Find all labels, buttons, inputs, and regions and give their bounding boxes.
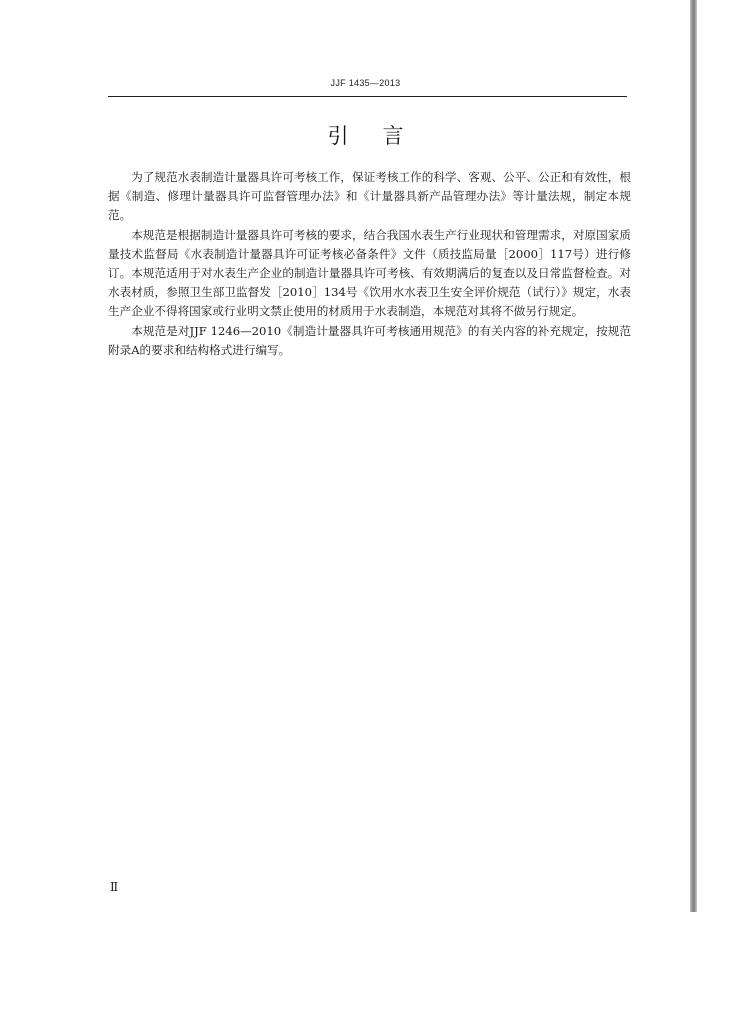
- paragraph-3: 本规范是对JJF 1246—2010《制造计量器具许可考核通用规范》的有关内容的补充规定，按规范附录A的要求和结构格式进行编写。: [108, 323, 631, 357]
- page-title: 引言: [327, 124, 438, 148]
- paragraph-1: 为了规范水表制造计量器具许可考核工作，保证考核工作的科学、客观、公平、公正和有效性，根据《制造、修理计量器具许可监督管理办法》和《计量器具新产品管理办法》等计量法规，制定本规范。: [108, 170, 631, 223]
- standard-code-header: JJF 1435—2013: [330, 78, 401, 88]
- page-number: Ⅱ: [110, 880, 119, 894]
- header-rule: [108, 96, 627, 97]
- paragraph-2: 本规范是根据制造计量器具许可考核的要求，结合我国水表生产行业现状和管理需求，对原国家质量技术监督局《水表制造计量器具许可证考核必备条件》文件（质技监局量［2000］117号）进行修订。本规范适用于对水表生产企业的制造计量器具许可考核、有效期满后的复查以及日常监督检查。对水表材质，参照卫生部卫监督发［2010］134号《饮用水水表卫生安全评价规范（试行）》规定，水表生产企业不得将国家或行业明文禁止使用的材质用于水表制造，本规范对其将不做另行规定。: [108, 227, 631, 319]
- body-text: [108, 168, 631, 360]
